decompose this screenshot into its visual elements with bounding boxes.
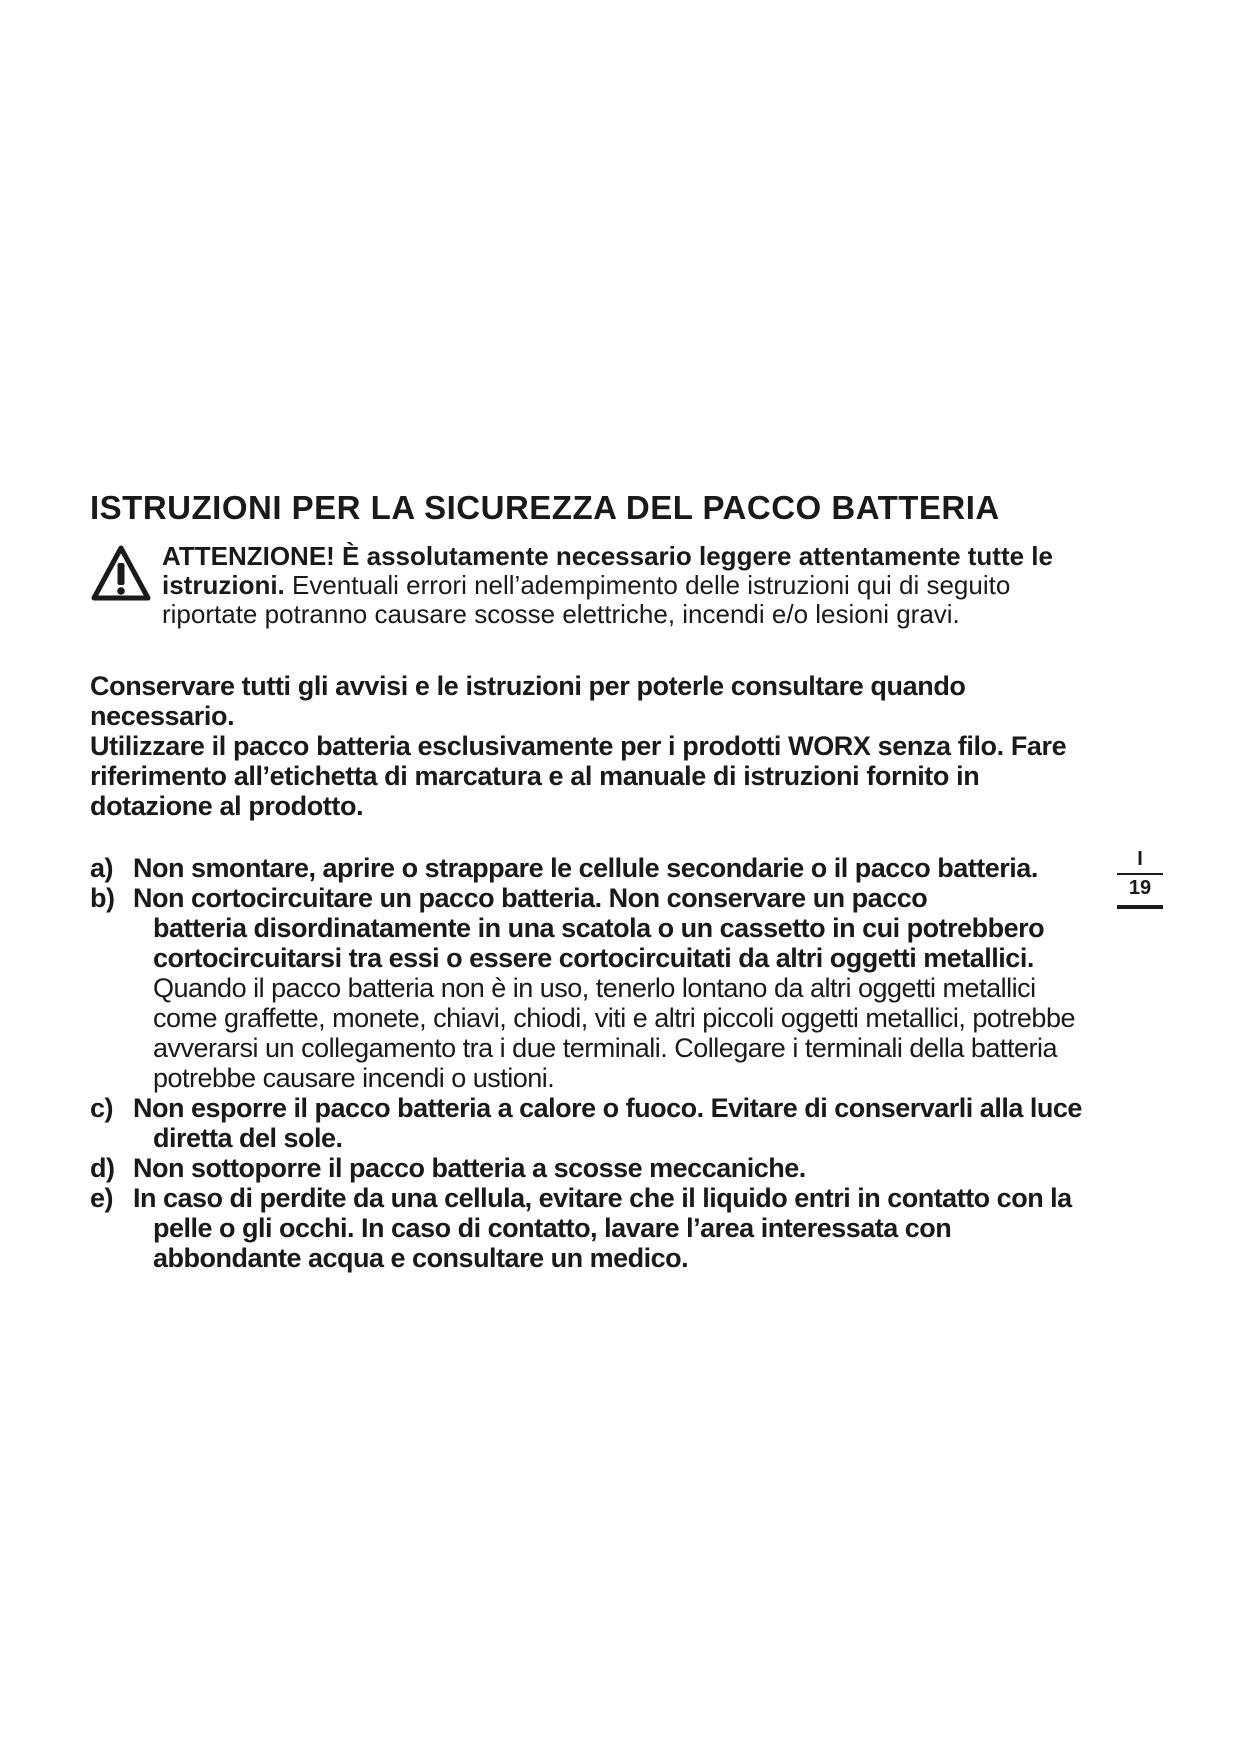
list-item xyxy=(90,1093,1090,1153)
list-item xyxy=(90,883,1090,1093)
item-bold-text: Non esporre il pacco batteria a calore o fuoco. Evitare di conservarli alla luce xyxy=(133,1093,1082,1123)
item-bold-continuation: pelle o gli occhi. In caso di contatto, lavare l’area interessata con abbondante acqua e consultare un medico. xyxy=(153,1213,952,1273)
section-title: ISTRUZIONI PER LA SICUREZZA DEL PACCO BATTERIA xyxy=(90,489,1000,526)
note-paragraph: Utilizzare il pacco batteria esclusivamente per i prodotti WORX senza filo. Fare riferimento all’etichetta di marcatura e al manuale di istruzioni fornito in dotazione al prodotto. xyxy=(90,731,1067,821)
warning-triangle-icon xyxy=(90,544,152,604)
item-marker: e) xyxy=(90,1183,114,1213)
warning-normal-text: Eventuali errori nell’adempimento delle istruzioni qui di seguito riportate potranno causare scosse elettriche, incendi e/o lesioni gravi. xyxy=(162,570,1011,629)
item-marker: a) xyxy=(90,853,114,883)
item-normal-text: Quando il pacco batteria non è in uso, tenerlo lontano da altri oggetti metallici come graffette, monete, chiavi, chiodi, viti e altri piccoli oggetti metallici, potrebbe avverarsi un collegamento tra i due terminali. Collegare i terminali della batteria potrebbe causare incendi o ustioni. xyxy=(153,973,1075,1093)
item-marker: c) xyxy=(90,1093,114,1123)
item-bold-text: Non sottoporre il pacco batteria a scosse meccaniche. xyxy=(133,1153,806,1183)
warning-bold-text: ATTENZIONE! È assolutamente necessario leggere attentamente tutte le istruzioni. xyxy=(162,541,1053,600)
section-letter: I xyxy=(1117,848,1163,875)
item-bold-continuation: diretta del sole. xyxy=(153,1123,343,1153)
notes-block xyxy=(90,671,1090,821)
warning-block xyxy=(90,542,1090,629)
item-marker: b) xyxy=(90,883,115,913)
item-bold-text: Non smontare, aprire o strappare le cellule secondarie o il pacco batteria. xyxy=(133,853,1038,883)
item-bold-continuation: batteria disordinatamente in una scatola o un cassetto in cui potrebbero cortocircuitarsi tra essi o essere cortocircuitati da altri oggetti metallici. xyxy=(153,913,1045,973)
list-item xyxy=(90,1153,1090,1183)
safety-items-list xyxy=(90,853,1090,1273)
page-number-marker xyxy=(1117,848,1163,909)
item-bold-text: In caso di perdite da una cellula, evitare che il liquido entri in contatto con la xyxy=(133,1183,1072,1213)
page-number: 19 xyxy=(1117,875,1163,909)
item-marker: d) xyxy=(90,1153,115,1183)
safety-section xyxy=(90,488,1090,1273)
note-paragraph: Conservare tutti gli avvisi e le istruzioni per poterle consultare quando necessario. xyxy=(90,671,966,731)
list-item xyxy=(90,1183,1090,1273)
item-bold-text: Non cortocircuitare un pacco batteria. Non conservare un pacco xyxy=(133,883,928,913)
list-item xyxy=(90,853,1090,883)
